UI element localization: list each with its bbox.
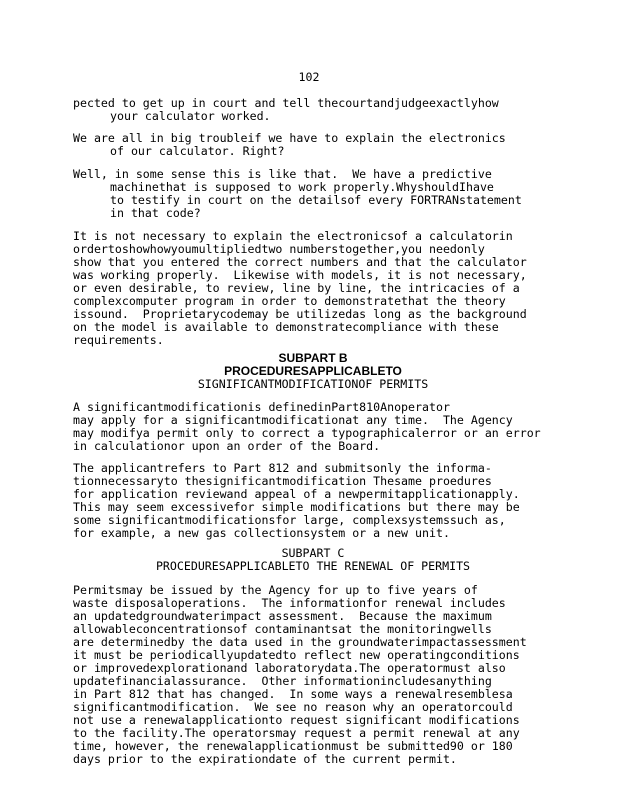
section-heading — [73, 547, 553, 573]
paragraph — [73, 401, 553, 453]
text-line: requirements. — [73, 333, 164, 347]
text-line: in that code? — [110, 206, 201, 220]
page-number: 102 — [298, 70, 320, 84]
text-line: days prior to the expirationdate of the current permit. — [73, 752, 457, 766]
text-line: A significantmodificationis definedinPart810Anoperator — [73, 400, 450, 414]
text-line: of our calculator. Right? — [110, 144, 285, 158]
subpart-title: SUBPART B — [278, 351, 348, 365]
text-line: to testify in court on the detailsof every FORTRANstatement — [110, 193, 522, 207]
text-line: We are all in big troubleif we have to explain the electronics — [73, 131, 506, 145]
text-line: to the facility.The operatorsmay request a permit renewal at any — [73, 726, 520, 740]
text-line: significantmodification. We see no reason why an operatorcould — [73, 700, 513, 714]
text-line: It is not necessary to explain the electronicsof a calculatorin — [73, 229, 513, 243]
subpart-subtitle: PROCEDURESAPPLICABLETO — [224, 364, 402, 378]
subpart-title: SUBPART C — [281, 546, 345, 560]
text-line: your calculator worked. — [110, 109, 271, 123]
text-line: allowableconcentrationsof contaminantsat the monitoringwells — [73, 622, 492, 636]
subpart-heading: PROCEDURESAPPLICABLETO THE RENEWAL OF PERMITS — [155, 559, 471, 573]
text-line: or even desirable, to review, line by line, the intricacies of a — [73, 281, 520, 295]
paragraph — [73, 462, 553, 540]
text-line: ordertoshowhowyoumultipliedtwo numberstogether,you needonly — [73, 242, 485, 256]
text-line: waste disposaloperations. The informationfor renewal includes — [73, 596, 506, 610]
text-line: for example, a new gas collectionsystem or a new unit. — [73, 526, 450, 540]
subpart-heading: SIGNIFICANTMODIFICATIONOF PERMITS — [197, 377, 429, 391]
text-line: for application reviewand appeal of a newpermitapplicationapply. — [73, 487, 520, 501]
text-line: Permitsmay be issued by the Agency for up to five years of — [73, 583, 478, 597]
text-line: Well, in some sense this is like that. We have a predictive — [73, 167, 492, 181]
text-line: was working properly. Likewise with models, it is not necessary, — [73, 268, 527, 282]
text-line: are determinedby the data used in the groundwaterimpactassessment — [73, 635, 527, 649]
text-line: show that you entered the correct numbers and that the calculator — [73, 255, 527, 269]
text-line: pected to get up in court and tell thecourtandjudgeexactlyhow — [73, 96, 499, 110]
text-line: time, however, the renewalapplicationmust be submitted90 or 180 — [73, 739, 513, 753]
text-line: machinethat is supposed to work properly.WhyshouldIhave — [110, 180, 494, 194]
text-line: on the model is available to demonstratecompliance with these — [73, 320, 499, 334]
text-line: complexcomputer program in order to demonstratethat the theory — [73, 294, 506, 308]
paragraph — [73, 230, 553, 347]
text-line: This may seem excessivefor simple modifications but there may be — [73, 500, 520, 514]
text-line: tionnecessaryto thesignificantmodification Thesame proedures — [73, 474, 492, 488]
text-line: may modifya permit only to correct a typographicalerror or an error — [73, 426, 541, 440]
paragraph — [73, 168, 553, 220]
text-line: may apply for a significantmodificationat any time. The Agency — [73, 413, 513, 427]
text-line: updatefinancialassurance. Other informationincludesanything — [73, 674, 492, 688]
text-line: in Part 812 that has changed. In some ways a renewalresemblesa — [73, 687, 513, 701]
text-line: in calculationor upon an order of the Board. — [73, 439, 381, 453]
paragraph — [73, 132, 553, 158]
text-line: not use a renewalapplicationto request significant modifications — [73, 713, 520, 727]
section-heading — [73, 352, 553, 391]
text-line: an updatedgroundwaterimpact assessment. Because the maximum — [73, 609, 492, 623]
paragraph — [73, 584, 553, 766]
paragraph — [73, 97, 553, 123]
text-line: some significantmodificationsfor large, complexsystemssuch as, — [73, 513, 506, 527]
text-line: issound. Proprietarycodemay be utilizedas long as the background — [73, 307, 527, 321]
text-line: The applicantrefers to Part 812 and submitsonly the informa- — [73, 461, 492, 475]
text-line: it must be periodicallyupdatedto reflect new operatingconditions — [73, 648, 520, 662]
text-line: or improvedexplorationand laboratorydata.The operatormust also — [73, 661, 506, 675]
